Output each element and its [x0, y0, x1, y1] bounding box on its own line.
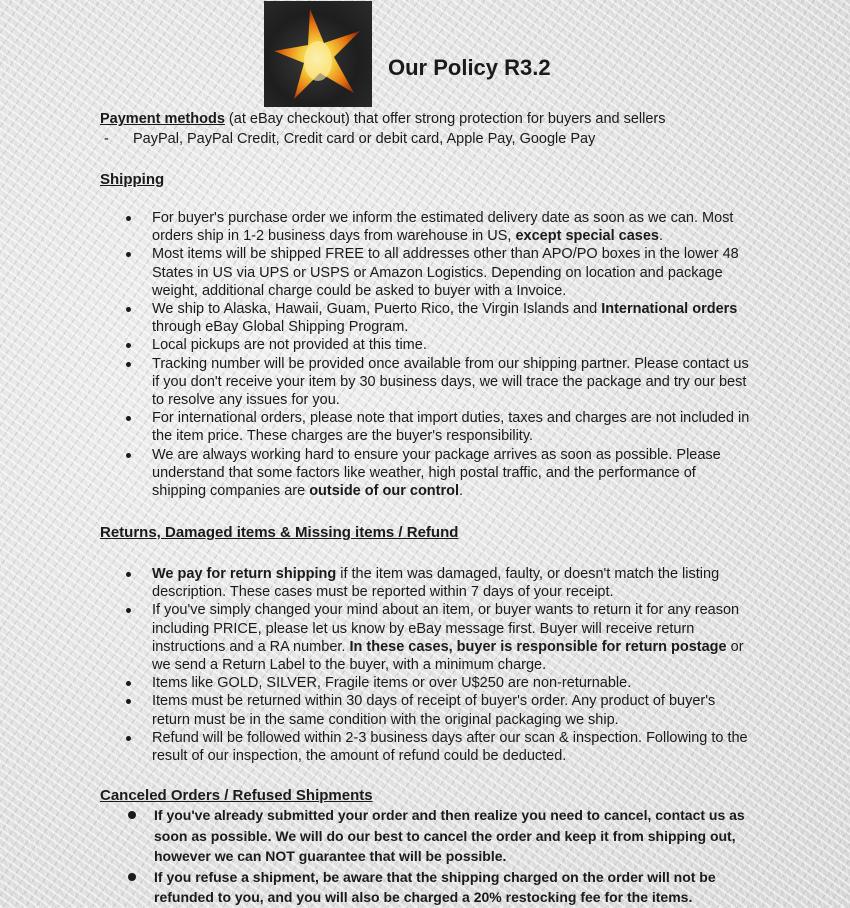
list-item-text: if the item was damaged, faulty, or doesn't match the listing description. These cases must be reported within 7 days of your receipt.: [152, 566, 720, 601]
list-item-text: or we send a Return Label to the buyer, with a minimum charge.: [152, 638, 744, 674]
list-item: [120, 446, 752, 501]
list-item-text: For buyer's purchase order we inform the estimated delivery date as soon as we can. Most orders ship in 1-2 business days from warehouse in US,: [152, 210, 734, 245]
bold-text: In these cases, buyer is responsible for return postage: [349, 638, 727, 655]
list-item-text: .: [459, 483, 464, 500]
list-item: [120, 805, 752, 867]
bullet-icon: [126, 681, 131, 686]
bullet-icon: [128, 873, 136, 881]
list-item-text: If you refuse a shipment, be aware that the shipping charged on the order will not be refunded to you, and you will also be charged a 20% restocking fee for the items.: [154, 868, 716, 905]
bold-text: outside of our control: [309, 483, 460, 500]
bold-text: except special cases: [515, 228, 659, 245]
returns-list: [120, 565, 752, 765]
bullet-icon: [126, 699, 131, 704]
list-item-text: through eBay Global Shipping Program.: [152, 319, 409, 336]
list-item-text: Most items will be shipped FREE to all addresses other than APO/PO boxes in the lower 48 States in US via UPS or USPS or Amazon Logistics. Depending on location and package weight, additional charge could be asked to buyer with a Invoice.: [152, 246, 739, 299]
bullet-icon: [126, 307, 131, 312]
bullet-icon: [126, 572, 131, 577]
logo-graphic: [264, 1, 372, 107]
payment-methods-heading: Payment methods: [100, 111, 225, 127]
bold-text: International orders: [601, 301, 738, 318]
list-item: [120, 601, 752, 674]
list-item: [120, 336, 752, 354]
page-title: Our Policy R3.2: [388, 55, 551, 80]
bullet-icon: [126, 252, 131, 257]
list-item-text: .: [658, 228, 664, 245]
list-item: [120, 300, 752, 336]
list-item-text: Items like GOLD, SILVER, Fragile items or over U$250 are non-returnable.: [152, 675, 632, 692]
bullet-icon: [126, 216, 131, 221]
list-item-text: We are always working hard to ensure your package arrives as soon as possible. Please understand that some factors like weather, high postal traffic, and the performance of shipping companies are: [152, 446, 721, 500]
flame-star-icon: [264, 1, 372, 107]
list-item: [120, 692, 752, 728]
shipping-heading: Shipping: [100, 171, 165, 188]
list-item: [120, 867, 752, 908]
list-item: [120, 209, 752, 245]
list-item: [120, 245, 752, 300]
list-item: [120, 729, 752, 765]
list-item-text: If you've simply changed your mind about an item, or buyer wants to return it for any reason including PRICE, please let us know by eBay message first. Buyer will receive return instructions and a RA number.: [152, 602, 740, 655]
list-item-text: Tracking number will be provided once available from our shipping partner. Please contact us if you don't receive your item by 30 business days, we will trace the package and try our best to resolve any issues for you.: [152, 355, 749, 409]
shipping-list: [120, 209, 752, 500]
payment-methods-line: [100, 111, 666, 127]
list-item: [120, 674, 752, 692]
bullet-icon: [126, 416, 131, 421]
list-item: [120, 409, 752, 445]
list-item-text: We ship to Alaska, Hawaii, Guam, Puerto Rico, the Virgin Islands and: [152, 301, 602, 318]
bullet-icon: [126, 362, 131, 367]
list-item-text: If you've already submitted your order and then realize you need to cancel, contact us as soon as possible. We will do our best to cancel the order and keep it from shipping out, however we can NOT guarantee that will be possible.: [154, 807, 745, 864]
bullet-icon: [128, 811, 136, 819]
bullet-icon: [126, 736, 131, 741]
canceled-orders-heading: Canceled Orders / Refused Shipments: [100, 787, 373, 804]
dash-marker: -: [104, 131, 109, 147]
list-item-text: For international orders, please note that import duties, taxes and charges are not included in the item price. These charges are the buyer's responsibility.: [152, 410, 750, 445]
list-item-text: Items must be returned within 30 days of receipt of buyer's order. Any product of buyer's return must be in the same condition with the original packaging we ship.: [152, 693, 716, 728]
list-item: [120, 565, 752, 601]
list-item: [104, 131, 595, 147]
bullet-icon: [126, 608, 131, 613]
returns-heading: Returns, Damaged items & Missing items / Refund: [100, 524, 459, 541]
payment-methods-text: PayPal, PayPal Credit, Credit card or debit card, Apple Pay, Google Pay: [133, 131, 596, 147]
list-item-text: Refund will be followed within 2-3 business days after our scan & inspection. Following to the result of our inspection, the amount of refund could be deducted.: [152, 729, 748, 765]
payment-methods-description: (at eBay checkout) that offer strong protection for buyers and sellers: [224, 111, 666, 127]
list-item-text: Local pickups are not provided at this time.: [152, 337, 427, 354]
list-item: [120, 355, 752, 410]
canceled-orders-list: [120, 805, 752, 908]
bold-text: We pay for return shipping: [152, 566, 337, 582]
bullet-icon: [126, 343, 131, 348]
bullet-icon: [126, 453, 131, 458]
payment-methods-list: [104, 131, 595, 147]
